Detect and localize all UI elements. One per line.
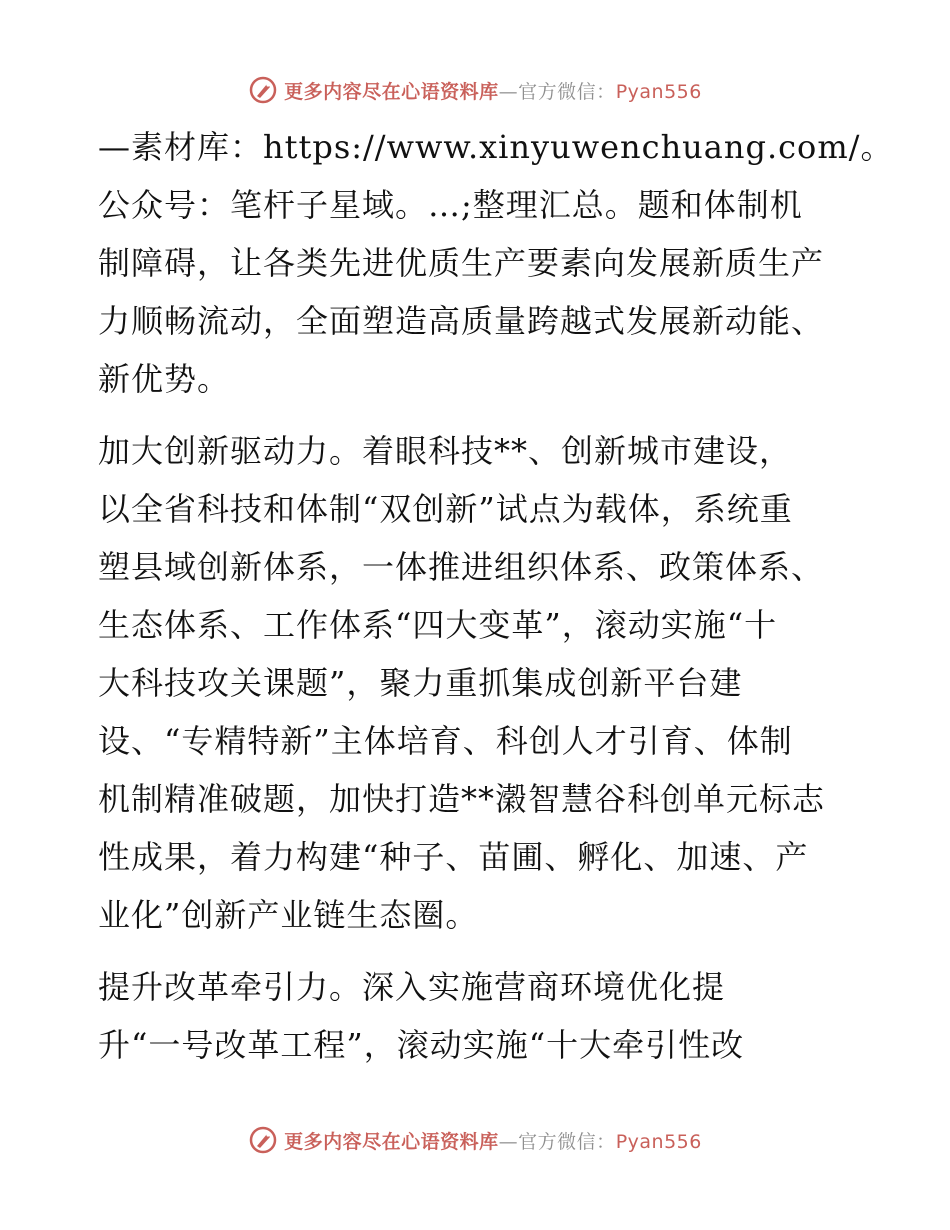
text-line: 新优势。: [98, 360, 231, 398]
footer-banner-wechat-id: Pyan556: [615, 1130, 702, 1153]
text-line: 生态体系、工作体系“四大变革”，滚动实施“十: [98, 606, 778, 644]
text-line: 公众号：笔杆子星域。…;整理汇总。题和体制机: [98, 186, 803, 224]
pen-nib-logo-icon: [248, 75, 278, 105]
text-line: 提升改革牵引力。深入实施营商环境优化提: [98, 968, 726, 1006]
text-line: 业化”创新产业链生态圈。: [98, 896, 479, 934]
header-banner-sep: —: [498, 80, 519, 103]
header-banner-text: [284, 77, 702, 104]
paragraph-1: [98, 118, 894, 408]
text-line: 性成果，着力构建“种子、苗圃、孵化、加速、产: [98, 838, 809, 876]
header-banner: [0, 70, 950, 110]
text-line: 大科技攻关课题”，聚力重抓集成创新平台建: [98, 664, 743, 702]
text-line: 以全省科技和体制“双创新”试点为载体，系统重: [98, 490, 793, 528]
text-line: 设、“专精特新”主体培育、科创人才引育、体制: [98, 722, 793, 760]
header-banner-main: 更多内容尽在心语资料库: [284, 80, 499, 103]
paragraph-3: [98, 958, 858, 1074]
footer-banner-sep: —: [498, 1130, 519, 1153]
text-line: 加大创新驱动力。着眼科技**、创新城市建设，: [98, 432, 793, 470]
text-line: 力顺畅流动，全面塑造高质量跨越式发展新动能、: [98, 302, 825, 340]
pen-nib-logo-icon: [248, 1125, 278, 1155]
text-line: 升“一号改革工程”，滚动实施“十大牵引性改: [98, 1026, 745, 1064]
header-banner-wechat-id: Pyan556: [615, 80, 702, 103]
footer-banner-text: [284, 1127, 702, 1154]
document-body: [98, 118, 894, 1074]
footer-banner: [0, 1120, 950, 1160]
text-line: —素材库：https://www.xinyuwenchuang.com/。: [98, 128, 894, 166]
text-line: 塑县域创新体系，一体推进组织体系、政策体系、: [98, 548, 825, 586]
footer-banner-official: 官方微信：: [518, 1130, 616, 1153]
text-line: 机制精准破题，加快打造**濲智慧谷科创单元标志: [98, 780, 826, 818]
footer-banner-main: 更多内容尽在心语资料库: [284, 1130, 499, 1153]
paragraph-2: [98, 422, 858, 944]
header-banner-official: 官方微信：: [518, 80, 616, 103]
text-line: 制障碍，让各类先进优质生产要素向发展新质生产: [98, 244, 825, 282]
